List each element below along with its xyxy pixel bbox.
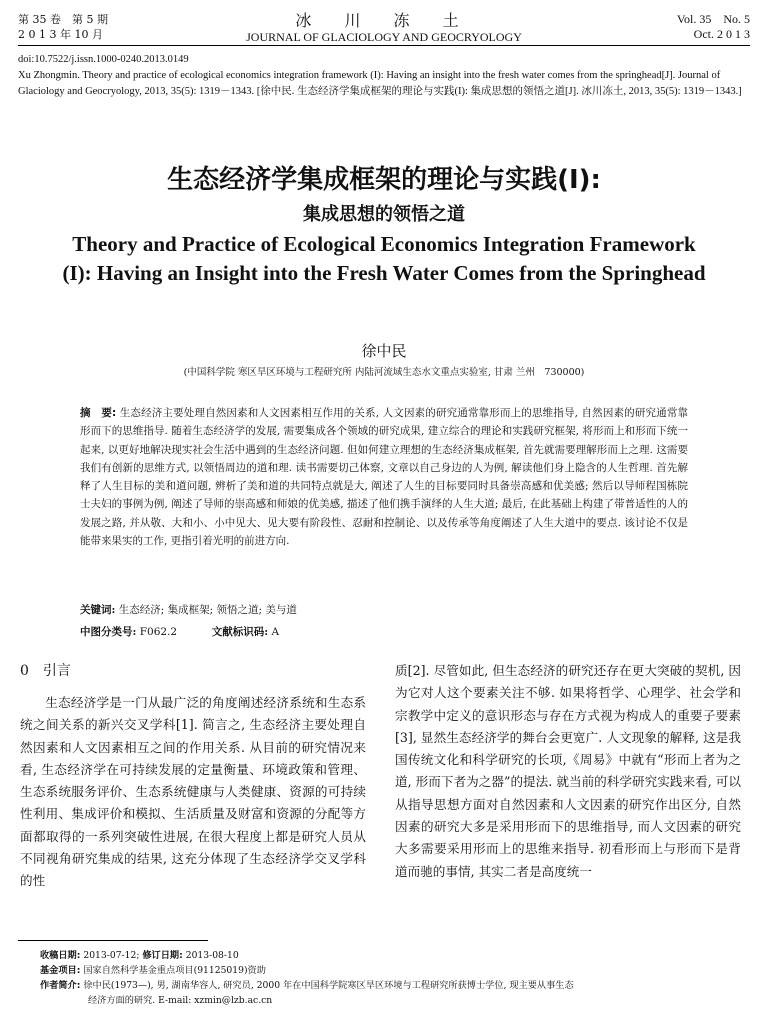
fund-label: 基金项目: [40, 965, 81, 976]
clc-value: F062.2 [139, 626, 178, 638]
abstract-text: 生态经济主要处理自然因素和人文因素相互作用的关系, 人文因素的研究通常靠形而上的思维指导, 自然因素的研究通常靠形而下的思维指导. 随着生态经济学的发展, 需要集成各个领域的研究成果, 建立综合的理论和实践研究框架, 将形而上和形而下统一起来, 以更好地解决现实社会生活中遇到的生态经济问题. 但如何建立理想的生态经济集成框架, 首先就需要理解形而上之理. 这需要我们有创新的思维方式, 以领悟周边的道和理. 读书需要切己体察, 文章以自己身边的人为例, 解读他们身上隐含的人生哲理. 首先解释了人生目标的美和道问题, 辨析了美和道的共同特点就是大, 阐述了人生的目标要同时具备崇高感和优美感; 然后以导师程国栋院士夫妇的事例为例, 阐述了导师的崇高感和师娘的优美感, 描述了他们携手演绎的人生大道; 最后, 在此基础上构建了带普适性的人的发展之路, 并从敬、大和小、小中见大、见大要有阶段性、忍耐和控制论、以及传承等角度阐述了人生大道中的要点. 该讨论不仅是能带来果实的工作, 更指引着光明的前进方向. [80, 407, 689, 548]
clc-label: 中图分类号: [80, 626, 137, 638]
running-header [18, 12, 750, 46]
revised-date: 2013-08-10 [185, 950, 239, 961]
body-paragraph-continued: 质[2]. 尽管如此, 但生态经济的研究还存在更大突破的契机, 因为它对人这个要素关注不够. 如果将哲学、心理学、社会学和宗教学中定义的意识形态与存在方式视为构成人的重要子要素[3], 显然生态经济学的舞台会更宽广. 人文现象的解释, 这是我国传统文化和科学研究的长项,《周易》中就有“形而上者为之道, 形而下者为之器”的提法. 就当前的科学研究实践来看, 可以从指导思想方面对自然因素和人文因素的研究作出区分, 自然因素的研究大多是采用形而下的思维指导, 而人文因素的研究大多需要采用形而上的思维来指导. 初看形而上与形而下是背道而驰的事情, 其实二者是高度统一 [395, 663, 741, 879]
affiliation: (中国科学院 寒区旱区环境与工程研究所 内陆河流域生态水文重点实验室, 甘肃 兰州 730000) [183, 367, 585, 378]
author-bio-text: 徐中民(1973—), 男, 湖南华容人, 研究员, 2000 年在中国科学院寒区旱区环境与工程研究所获博士学位, 现主要从事生态 [83, 980, 574, 991]
fund-text: 国家自然科学基金重点项目(91125019)资助 [83, 965, 266, 976]
volume-issue-en: Vol. 35 No. 5 [676, 12, 750, 26]
footnote-rule [18, 940, 208, 941]
body-column-left [20, 660, 366, 893]
doc-code-label: 文献标识码: [211, 626, 269, 638]
doc-code-value: A [271, 626, 280, 638]
revised-label: 修订日期: [142, 950, 183, 961]
section-heading: 0 引言 [20, 663, 71, 679]
author-bio-continued: 经济方面的研究. E-mail: xzmin@lzb.ac.cn [88, 995, 273, 1006]
body-column-right [395, 660, 741, 883]
title-cn: 生态经济学集成框架的理论与实践(I): [167, 165, 601, 195]
body-paragraph: 生态经济学是一门从最广泛的角度阐述经济系统和生态系统之间关系的新兴交叉学科[1]. 简言之, 生态经济主要处理自然因素和人文因素相互之间的作用关系. 从目前的研究情况来看, 生态经济学在可持续发展的定量衡量、环境政策和管理、生态系统服务评价、生态系统健康与人类健康、资源的可持续性利用、集成评价和模拟、生活质量及财富和资源的分配等方面都取得的一系列突破性进展, 在很大程度上都是研究人员从不同视角研究集成的结果, 这充分体现了生态经济学交叉学科的性 [20, 695, 366, 889]
header-center [18, 12, 750, 44]
date-cn: 2 0 1 3 年 10 月 [18, 28, 103, 41]
received-date: 2013-07-12; [83, 950, 140, 961]
citation-text: Xu Zhongmin. Theory and practice of ecological economics integration framework (I): Having an insight into the fresh water comes from the springhead[J]. Journal of Glaciology and Geocryology, 2013, 35(5): 1319－1343. [徐中民. 生态经济学集成框架的理论与实践(I): 集成思想的领悟之道[J]. 冰川冻土, 2013, 35(5): 1319－1343.] [18, 70, 742, 97]
dates-line [40, 948, 750, 963]
header-right [677, 12, 750, 42]
volume-issue-cn: 第 35 卷 第 5 期 [18, 13, 108, 26]
journal-name-en: JOURNAL OF GLACIOLOGY AND GEOCRYOLOGY [246, 30, 522, 44]
classification [80, 624, 688, 639]
title-block [0, 160, 768, 288]
header-rule [18, 45, 750, 46]
received-label: 收稿日期: [40, 950, 81, 961]
abstract-label: 摘 要: [80, 407, 117, 419]
author-bio-label: 作者简介: [40, 980, 81, 991]
date-en: Oct. 2 0 1 3 [693, 27, 750, 41]
keywords-text: 生态经济; 集成框架; 领悟之道; 美与道 [118, 604, 297, 616]
title-en: Theory and Practice of Ecological Economics Integration Framework (I): Having an Insight into the Fresh Water Comes from the Springhead [62, 232, 706, 285]
keywords-label: 关键词: [80, 604, 116, 616]
subtitle-cn: 集成思想的领悟之道 [303, 204, 465, 225]
author-bio-line [40, 978, 750, 993]
abstract [80, 404, 688, 550]
keywords [80, 602, 688, 617]
doi: doi:10.7522/j.issn.1000-0240.2013.0149 [18, 54, 189, 65]
journal-name-cn: 冰 川 冻 土 [295, 11, 473, 30]
footnotes [40, 948, 750, 1008]
author-name: 徐中民 [361, 342, 407, 360]
fund-line [40, 963, 750, 978]
citation-block [18, 52, 750, 100]
